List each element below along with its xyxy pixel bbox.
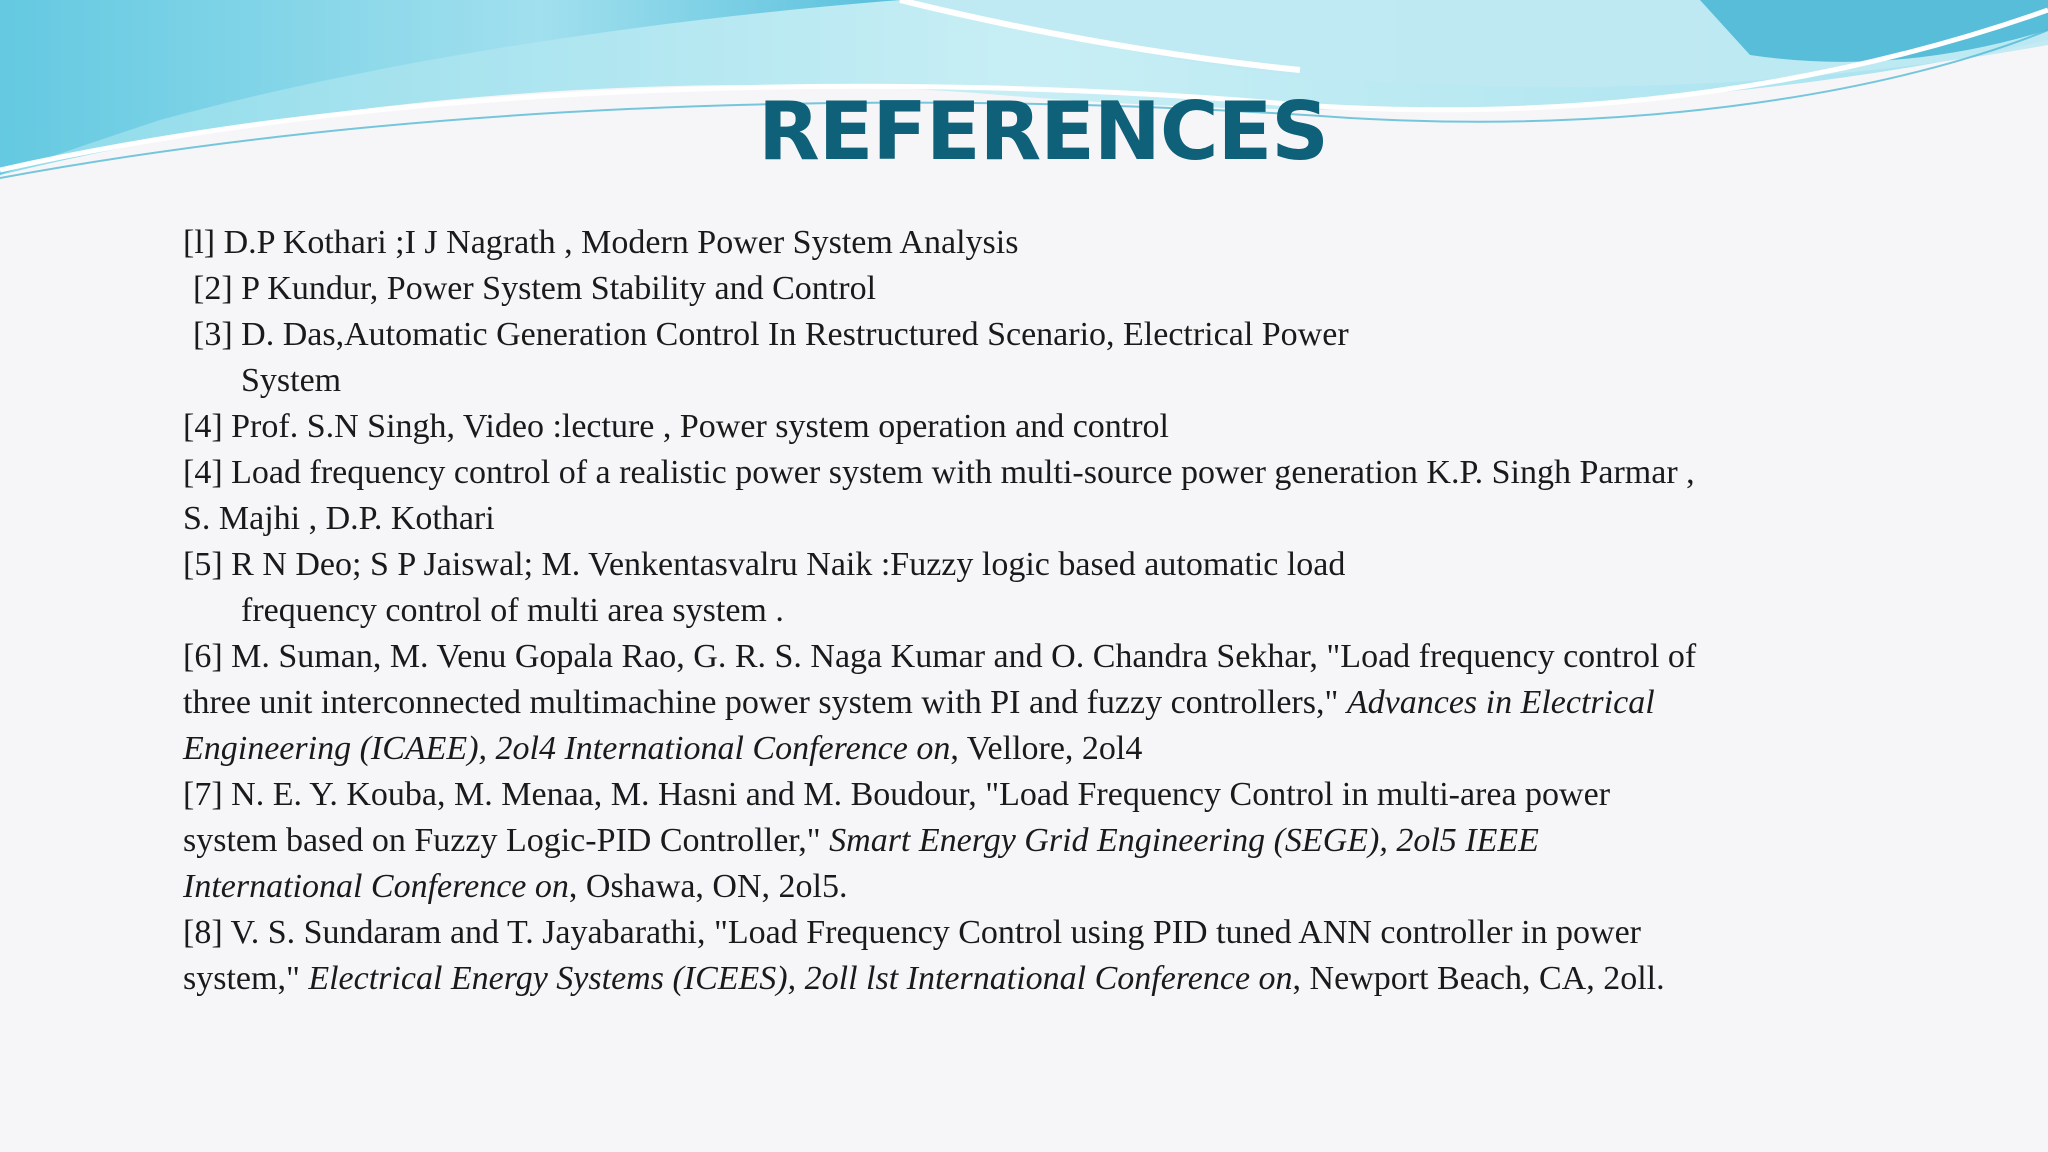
reference-text: [7] N. E. Y. Kouba, M. Menaa, M. Hasni and M. Boudour, "Load Frequency Control in multi-area power [183, 776, 1611, 813]
reference-text: [4] Load frequency control of a realistic power system with multi-source power generation K.P. Singh Parmar , [183, 454, 1695, 491]
reference-item-6-continued [183, 588, 1913, 634]
reference-item-5-line2 [183, 496, 1913, 542]
reference-item-9 [183, 910, 1913, 956]
reference-item-8-line3 [183, 864, 1913, 910]
reference-item-7-line3 [183, 726, 1913, 772]
reference-item-3-continued [183, 358, 1913, 404]
reference-text: System [241, 362, 342, 399]
reference-venue: Smart Energy Grid Engineering (SEGE), 2ol5 IEEE [829, 822, 1539, 859]
reference-item-6 [183, 542, 1913, 588]
reference-item-7-line2 [183, 680, 1913, 726]
reference-text: system," [183, 960, 309, 997]
reference-text: [8] V. S. Sundaram and T. Jayabarathi, "Load Frequency Control using PID tuned ANN controller in power [183, 914, 1641, 951]
reference-text: frequency control of multi area system . [241, 592, 784, 629]
reference-text: , Oshawa, ON, 2ol5. [568, 868, 848, 905]
reference-text: [2] P Kundur, Power System Stability and Control [193, 270, 877, 307]
reference-text: three unit interconnected multimachine power system with PI and fuzzy controllers," [183, 684, 1347, 721]
reference-text: [4] Prof. S.N Singh, Video :lecture , Power system operation and control [183, 408, 1169, 445]
reference-text: system based on Fuzzy Logic-PID Controller," [183, 822, 830, 859]
reference-text: [5] R N Deo; S P Jaiswal; M. Venkentasvalru Naik :Fuzzy logic based automatic load [183, 546, 1346, 583]
reference-item-8 [183, 772, 1913, 818]
reference-text: [l] D.P Kothari ;I J Nagrath , Modern Power System Analysis [183, 224, 1019, 261]
reference-item-1 [183, 220, 1913, 266]
reference-text: , Vellore, 2ol4 [950, 730, 1143, 767]
reference-venue: Advances in Electrical [1346, 684, 1655, 721]
page-title: REFERENCES [758, 85, 1328, 178]
reference-venue: Electrical Energy Systems (ICEES), 2oll lst International Conference on [308, 960, 1293, 997]
reference-text: [6] M. Suman, M. Venu Gopala Rao, G. R. S. Naga Kumar and O. Chandra Sekhar, "Load frequency control of [183, 638, 1697, 675]
reference-item-2 [183, 266, 1913, 312]
reference-item-8-line2 [183, 818, 1913, 864]
reference-item-9-line2 [183, 956, 1913, 1002]
reference-venue: International Conference on [183, 868, 569, 905]
reference-item-5 [183, 450, 1913, 496]
reference-item-7 [183, 634, 1913, 680]
reference-item-3 [183, 312, 1913, 358]
reference-list [183, 220, 1913, 1002]
reference-text: , Newport Beach, CA, 2oll. [1292, 960, 1665, 997]
reference-item-4 [183, 404, 1913, 450]
reference-venue: Engineering (ICAEE), 2ol4 International Conference on [183, 730, 951, 767]
reference-text: [3] D. Das,Automatic Generation Control In Restructured Scenario, Electrical Power [193, 316, 1349, 353]
reference-text: S. Majhi , D.P. Kothari [183, 500, 495, 537]
